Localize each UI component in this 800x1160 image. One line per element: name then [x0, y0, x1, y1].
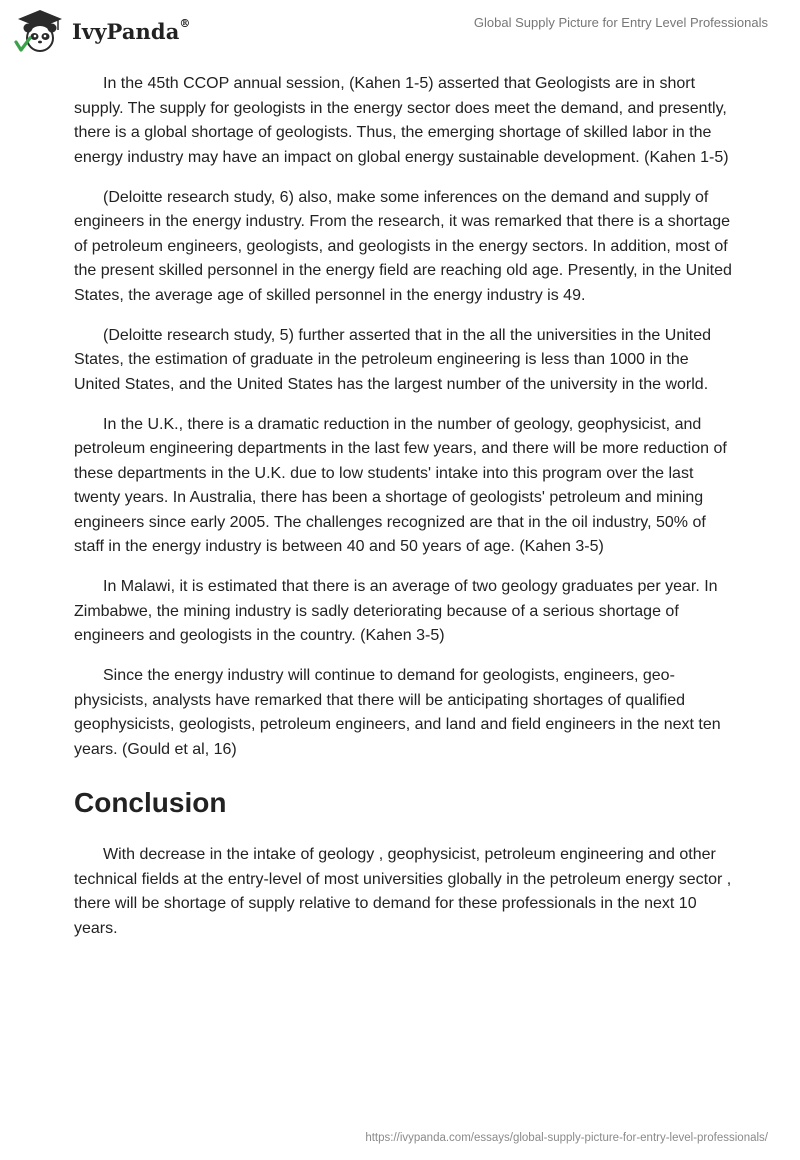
paragraph-5: In Malawi, it is estimated that there is an average of two geology graduates per year. In Zimbabwe, the mining industry is sadly deteriorating because of a serious shortage of engineers and geologists in the country. (Kahen 3-5): [74, 578, 718, 644]
paragraph-6: Since the energy industry will continue to demand for geologists, engineers, geo-physicists, analysts have remarked that there will be anticipating shortages of qualified geophysicists, geologists, petroleum engineers, and land and field engineers in the next ten years. (Gould et al, 16): [74, 667, 721, 758]
conclusion-heading: Conclusion: [74, 787, 227, 818]
page-header: [0, 0, 800, 60]
ivypanda-logo[interactable]: [14, 8, 191, 54]
paragraph-4: In the U.K., there is a dramatic reduction in the number of geology, geophysicist, and petroleum engineering departments in the last few years, and there will be more reduction of these departments in the U.K. due to low students' intake into this program over the last twenty years. In Australia, there has been a shortage of geologists' petroleum and mining engineers since early 2005. The challenges recognized are that in the oil industry, 50% of staff in the energy industry is between 40 and 50 years of age. (Kahen 3-5): [74, 415, 727, 555]
conclusion-paragraph: With decrease in the intake of geology , geophysicist, petroleum engineering and other technical fields at the entry-level of most universities globally in the petroleum energy sector , there will be shortage of supply relative to demand for these professionals in the next 10 years.: [74, 846, 732, 937]
panda-graduate-icon: [14, 8, 66, 54]
paragraph-3: (Deloitte research study, 5) further asserted that in the all the universities in the United States, the estimation of graduate in the petroleum engineering is less than 1000 in the United States, and the United States has the largest number of the university in the world.: [74, 326, 712, 393]
source-url[interactable]: https://ivypanda.com/essays/global-supply-picture-for-entry-level-professionals/: [365, 1132, 768, 1144]
registered-mark: ®: [179, 16, 191, 30]
essay-body: [74, 72, 734, 957]
document-title: Global Supply Picture for Entry Level Professionals: [473, 15, 768, 30]
paragraph-2: (Deloitte research study, 6) also, make some inferences on the demand and supply of engineers in the energy industry. From the research, it was remarked that there is a shortage of petroleum engineers, geologists, and geologists in the energy sectors. In addition, most of the present skilled personnel in the energy field are reaching old age. Presently, in the United States, the average age of skilled personnel in the energy industry is 49.: [74, 188, 732, 304]
brand-name: IvyPanda®: [72, 16, 191, 44]
paragraph-1: In the 45th CCOP annual session, (Kahen 1-5) asserted that Geologists are in short supply. The supply for geologists in the energy sector does meet the demand, and presently, there is a global shortage of geologists. Thus, the emerging shortage of skilled labor in the energy industry may have an impact on global energy sustainable development. (Kahen 1-5): [74, 75, 729, 166]
